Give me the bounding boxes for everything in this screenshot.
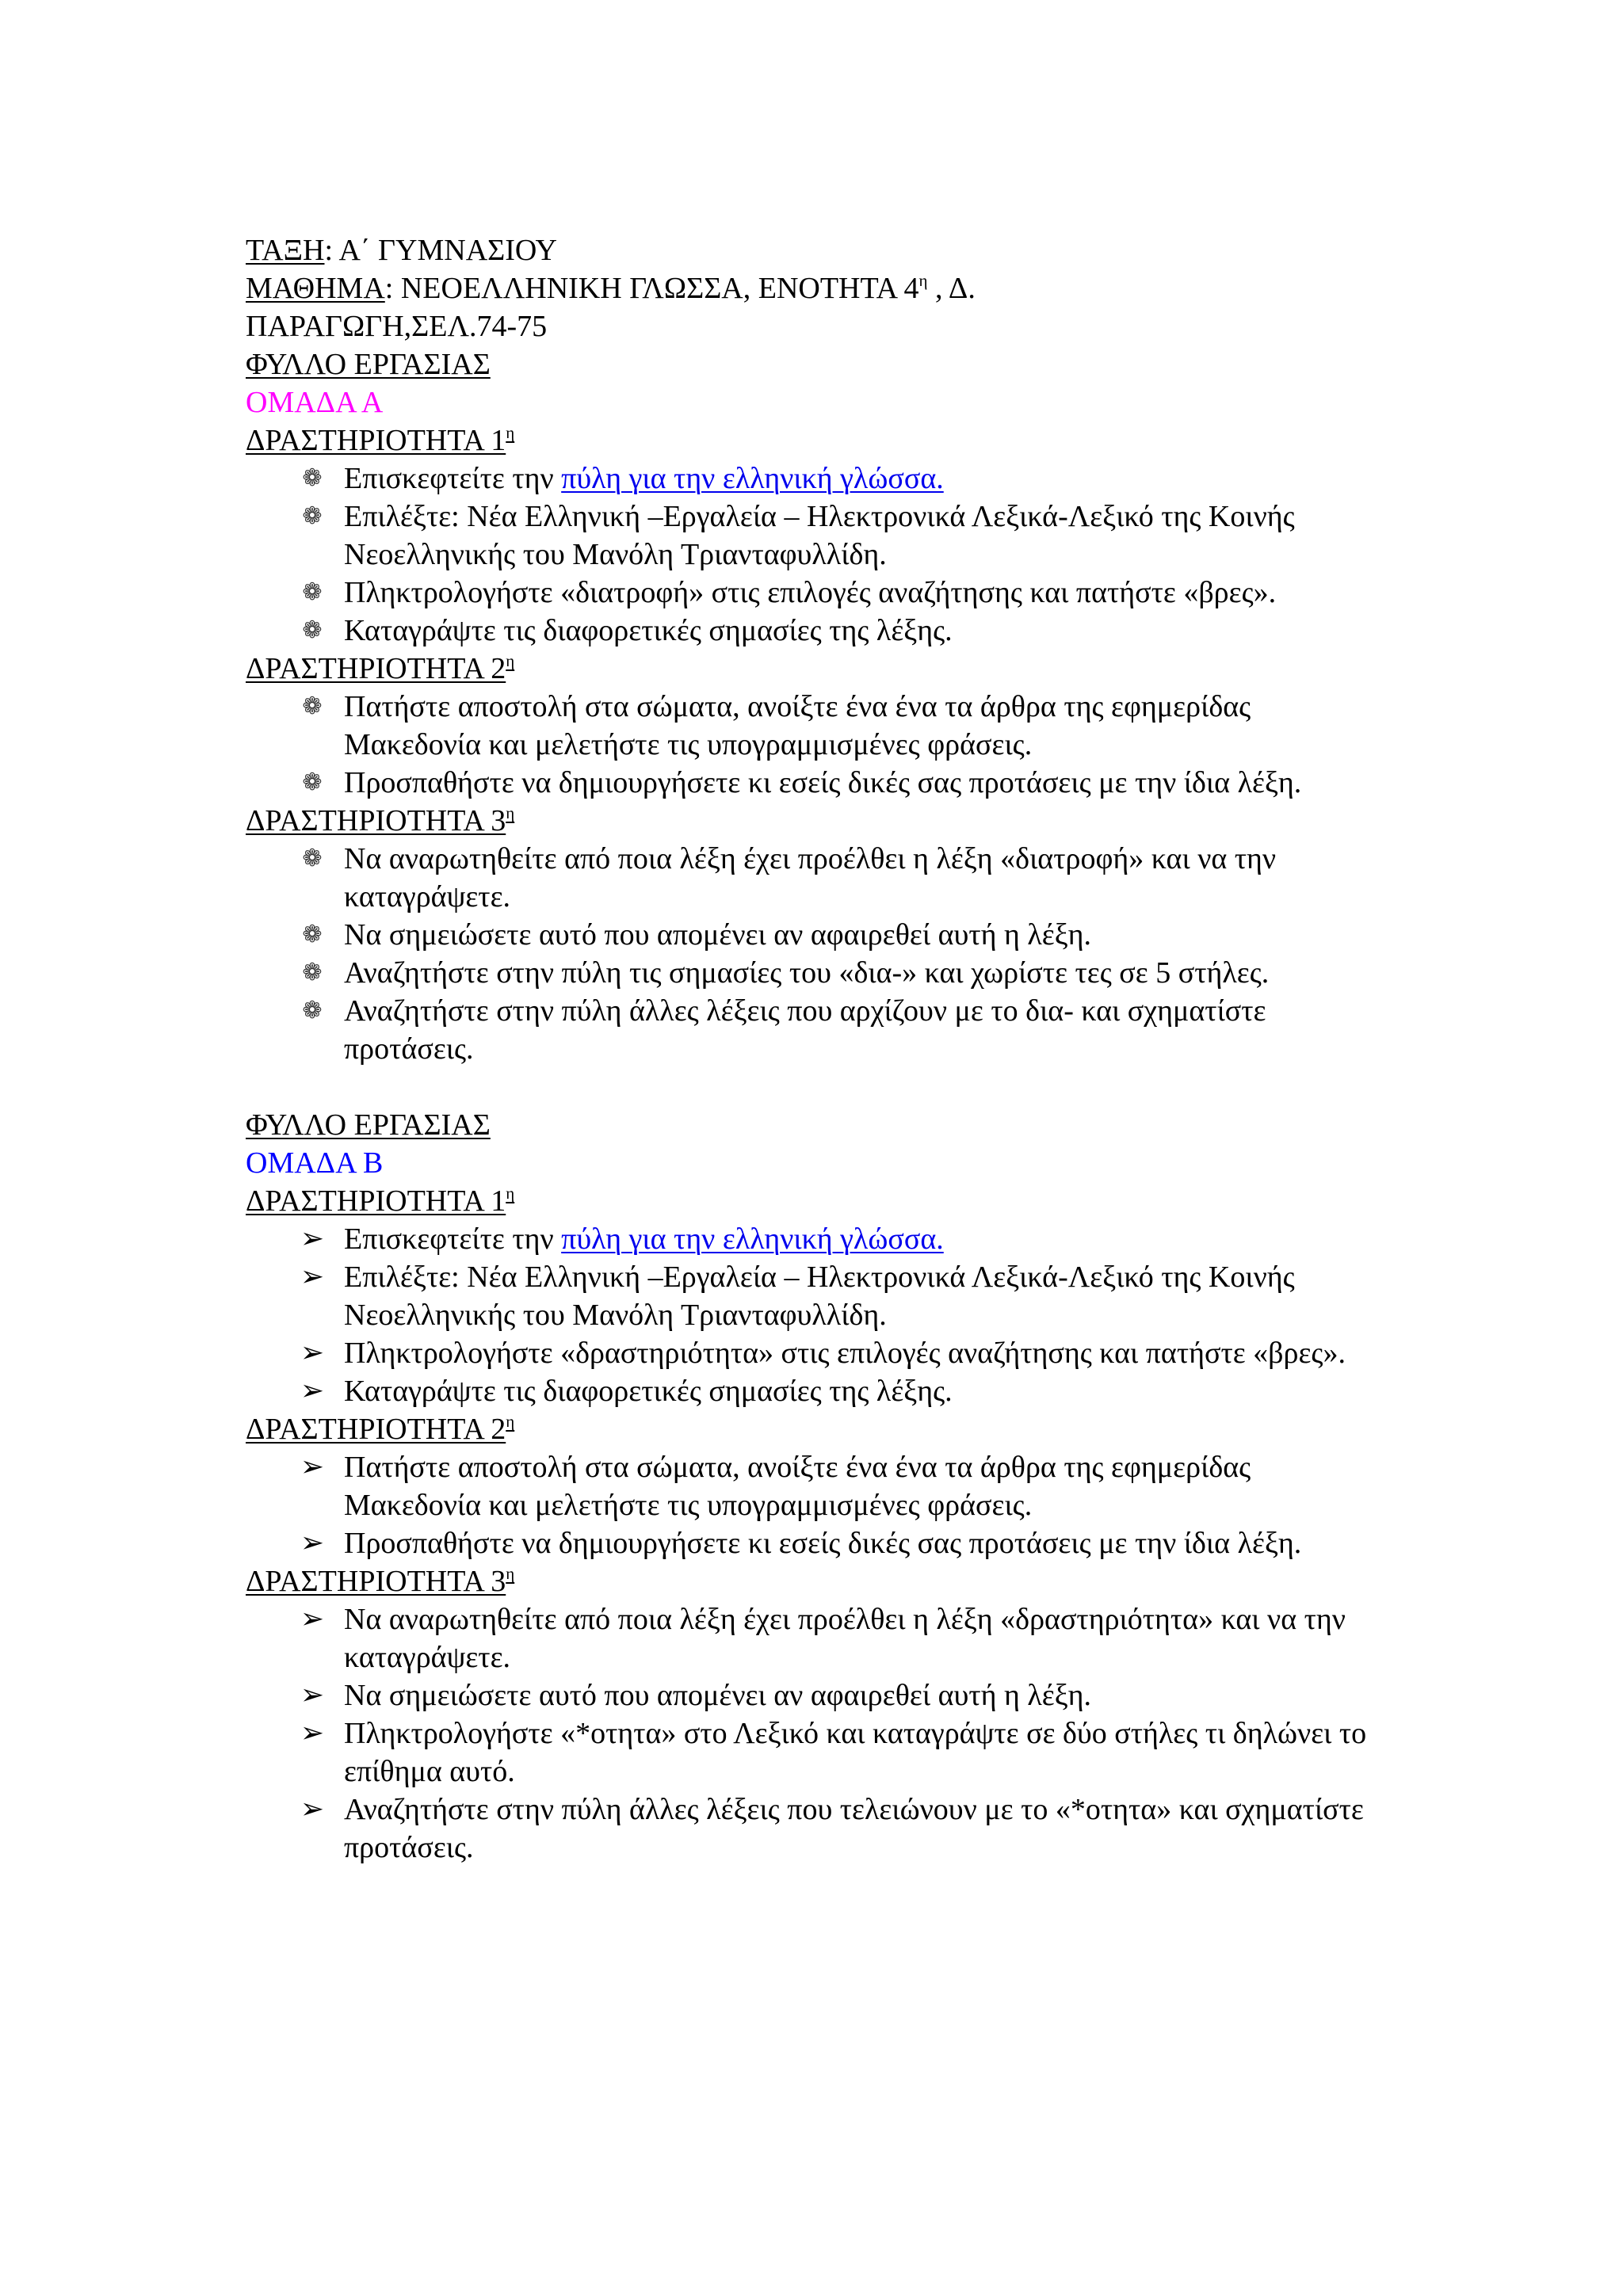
flower-bullet-icon: ❁: [302, 578, 323, 606]
flower-bullet-icon: ❁: [302, 464, 323, 492]
list-item: ❁ Καταγράψτε τις διαφορετικές σημασίες της λέξης.: [246, 612, 1379, 650]
list-item: ❁ Να σημειώσετε αυτό που απομένει αν αφαιρεθεί αυτή η λέξη.: [246, 916, 1379, 954]
arrow-bullet-icon: ➢: [300, 1261, 325, 1293]
list-item: ➢ Πατήστε αποστολή στα σώματα, ανοίξτε ένα ένα τα άρθρα της εφημερίδας Μακεδονία και μελετήστε τις υπογραμμισμένες φράσεις.: [246, 1448, 1379, 1524]
arrow-bullet-icon: ➢: [300, 1451, 325, 1483]
activity-a2-title: ΔΡΑΣΤΗΡΙΟΤΗΤΑ $2^\eta$: [246, 651, 515, 685]
activity-a1-list: [246, 460, 1379, 650]
activity-b1-title: ΔΡΑΣΤΗΡΙΟΤΗΤΑ $1^\eta$: [246, 1184, 515, 1218]
flower-bullet-icon: ❁: [302, 769, 323, 796]
list-item: ➢ Καταγράψτε τις διαφορετικές σημασίες της λέξης.: [246, 1372, 1379, 1410]
arrow-bullet-icon: ➢: [300, 1222, 325, 1255]
flower-bullet-icon: ❁: [302, 921, 323, 948]
flower-bullet-icon: ❁: [302, 845, 323, 872]
worksheet-b-title: ΦΥΛΛΟ ΕΡΓΑΣΙΑΣ: [246, 1108, 491, 1142]
list-item: ❁ Αναζητήστε στην πύλη άλλες λέξεις που αρχίζουν με το δια- και σχηματίστε προτάσεις.: [246, 992, 1379, 1068]
list-item: ➢ Προσπαθήστε να δημιουργήσετε κι εσείς δικές σας προτάσεις με την ίδια λέξη.: [246, 1524, 1379, 1562]
flower-bullet-icon: ❁: [302, 502, 323, 530]
document-body: [246, 231, 1379, 1867]
class-label: ΤΑΞΗ: [246, 234, 325, 267]
list-item: ➢ Επιλέξτε: Νέα Ελληνική –Εργαλεία – Ηλεκτρονικά Λεξικά-Λεξικό της Κοινής Νεοελληνικής του Μανόλη Τριανταφυλλίδη.: [246, 1258, 1379, 1334]
flower-bullet-icon: ❁: [302, 997, 323, 1024]
activity-a3-title: ΔΡΑΣΤΗΡΙΟΤΗΤΑ $3^\eta$: [246, 803, 515, 837]
list-item: ➢ Πληκτρολογήστε «δραστηριότητα» στις επιλογές αναζήτησης και πατήστε «βρες».: [246, 1334, 1379, 1372]
arrow-bullet-icon: ➢: [300, 1603, 325, 1635]
portal-link[interactable]: πύλη για την ελληνική γλώσσα.: [561, 462, 944, 495]
arrow-bullet-icon: ➢: [300, 1793, 325, 1825]
list-item: ❁ Αναζητήστε στην πύλη τις σημασίες του «δια-» και χωρίστε τες σε 5 στήλες.: [246, 954, 1379, 992]
activity-b3-title: ΔΡΑΣΤΗΡΙΟΤΗΤΑ $3^\eta$: [246, 1564, 515, 1598]
subject-label: ΜΑΘΗΜΑ: [246, 272, 385, 305]
activity-b2-list: [246, 1448, 1379, 1562]
subject-tail: , Δ.: [927, 272, 976, 305]
subject-line: [246, 269, 1379, 307]
flower-bullet-icon: ❁: [302, 959, 323, 986]
list-item: ➢ Αναζητήστε στην πύλη άλλες λέξεις που τελειώνουν με το «*οτητα» και σχηματίστε προτάσεις.: [246, 1791, 1379, 1867]
list-item: ❁ Επιλέξτε: Νέα Ελληνική –Εργαλεία – Ηλεκτρονικά Λεξικά-Λεξικό της Κοινής Νεοελληνικής του Μανόλη Τριανταφυλλίδη.: [246, 498, 1379, 574]
section-spacer: [246, 1068, 1379, 1106]
worksheet-a-title: ΦΥΛΛΟ ΕΡΓΑΣΙΑΣ: [246, 348, 491, 381]
arrow-bullet-icon: ➢: [300, 1375, 325, 1407]
arrow-bullet-icon: ➢: [300, 1527, 325, 1559]
list-item: ➢ Πληκτρολογήστε «*οτητα» στο Λεξικό και καταγράψτε σε δύο στήλες τι δηλώνει το επίθημα αυτό.: [246, 1714, 1379, 1791]
activity-a2-list: [246, 688, 1379, 802]
subject-superscript: η: [918, 271, 928, 290]
subject-value: : ΝΕΟΕΛΛΗΝΙΚΗ ΓΛΩΣΣΑ, ΕΝΟΤΗΤΑ 4: [384, 272, 919, 305]
arrow-bullet-icon: ➢: [300, 1717, 325, 1749]
group-a-heading: ΟΜΑΔΑ Α: [246, 386, 384, 419]
flower-bullet-icon: ❁: [302, 692, 323, 720]
list-item: ❁ Προσπαθήστε να δημιουργήσετε κι εσείς δικές σας προτάσεις με την ίδια λέξη.: [246, 764, 1379, 802]
list-item: ➢ Επισκεφτείτε την πύλη για την ελληνική γλώσσα.: [246, 1220, 1379, 1258]
activity-a1-title: ΔΡΑΣΤΗΡΙΟΤΗΤΑ $1^\eta$: [246, 423, 515, 457]
list-item: ❁ Να αναρωτηθείτε από ποια λέξη έχει προέλθει η λέξη «διατροφή» και να την καταγράψετε.: [246, 840, 1379, 916]
list-item: ❁ Πληκτρολογήστε «διατροφή» στις επιλογές αναζήτησης και πατήστε «βρες».: [246, 574, 1379, 612]
list-item: ➢ Να σημειώσετε αυτό που απομένει αν αφαιρεθεί αυτή η λέξη.: [246, 1676, 1379, 1714]
portal-link[interactable]: πύλη για την ελληνική γλώσσα.: [561, 1222, 944, 1256]
class-line: [246, 231, 1379, 269]
list-item: ❁ Επισκεφτείτε την πύλη για την ελληνική γλώσσα.: [246, 460, 1379, 498]
class-value: : Α΄ ΓΥΜΝΑΣΙΟΥ: [324, 234, 557, 267]
flower-bullet-icon: ❁: [302, 616, 323, 644]
activity-b2-title: ΔΡΑΣΤΗΡΙΟΤΗΤΑ $2^\eta$: [246, 1412, 515, 1446]
activity-b1-list: [246, 1220, 1379, 1410]
activity-b3-list: [246, 1600, 1379, 1867]
arrow-bullet-icon: ➢: [300, 1337, 325, 1369]
subject-line-2: ΠΑΡΑΓΩΓΗ,ΣΕΛ.74-75: [246, 310, 548, 343]
arrow-bullet-icon: ➢: [300, 1679, 325, 1711]
group-b-heading: ΟΜΑΔΑ Β: [246, 1146, 384, 1180]
list-item: ➢ Να αναρωτηθείτε από ποια λέξη έχει προέλθει η λέξη «δραστηριότητα» και να την καταγράψετε.: [246, 1600, 1379, 1676]
list-item: ❁ Πατήστε αποστολή στα σώματα, ανοίξτε ένα ένα τα άρθρα της εφημερίδας Μακεδονία και μελετήστε τις υπογραμμισμένες φράσεις.: [246, 688, 1379, 764]
activity-a3-list: [246, 840, 1379, 1068]
